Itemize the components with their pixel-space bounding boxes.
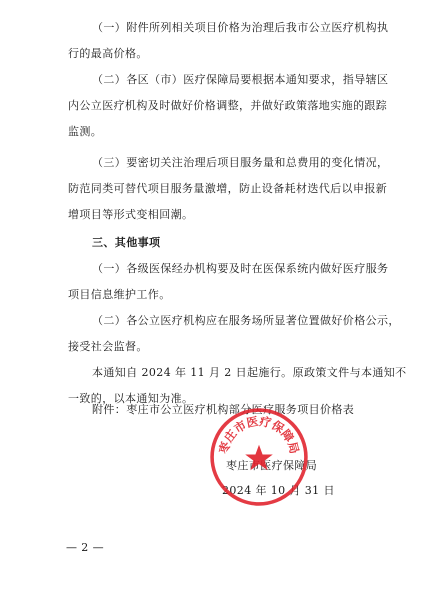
paragraph-line-5: 监测。 xyxy=(68,125,103,138)
seal-text: 枣庄市医疗保障局 xyxy=(216,414,302,456)
paragraph-line-13: 接受社会监督。 xyxy=(68,340,148,353)
paragraph-line-10: （一）各级医保经办机构要及时在医保系统内做好医疗服务 xyxy=(92,262,389,275)
paragraph-line-6: （三）要密切关注治理后项目服务量和总费用的变化情况， xyxy=(92,156,389,169)
issue-date: 2024 年 10 月 31 日 xyxy=(222,484,335,497)
paragraph-line-7: 防范同类可替代项目服务量激增，防止设备耗材迭代后以申报新 xyxy=(68,182,388,195)
paragraph-line-11: 项目信息维护工作。 xyxy=(68,288,171,301)
paragraph-line-3: （二）各区（市）医疗保障局要根据本通知要求，指导辖区 xyxy=(92,73,389,86)
page-number: — 2 — xyxy=(66,541,104,554)
official-seal-icon xyxy=(208,406,310,508)
paragraph-line-12: （二）各公立医疗机构应在服务场所显著位置做好价格公示， xyxy=(92,314,400,327)
attachment-line: 附件：枣庄市公立医疗机构部分医疗服务项目价格表 xyxy=(92,403,355,416)
paragraph-line-14: 本通知自 2024 年 11 月 2 日起施行。原政策文件与本通知不 xyxy=(92,366,407,379)
paragraph-line-2: 行的最高价格。 xyxy=(68,47,148,60)
paragraph-line-8: 增项目等形式变相回潮。 xyxy=(68,208,194,221)
section-heading: 三、其他事项 xyxy=(92,236,161,249)
issuer-name: 枣庄市医疗保障局 xyxy=(226,459,318,472)
paragraph-line-1: （一）附件所列相关项目价格为治理后我市公立医疗机构执 xyxy=(92,21,389,34)
paragraph-line-4: 内公立医疗机构及时做好价格调整，并做好政策落地实施的跟踪 xyxy=(68,99,388,112)
paragraph-line-15: 一致的，以本通知为准。 xyxy=(68,392,194,405)
